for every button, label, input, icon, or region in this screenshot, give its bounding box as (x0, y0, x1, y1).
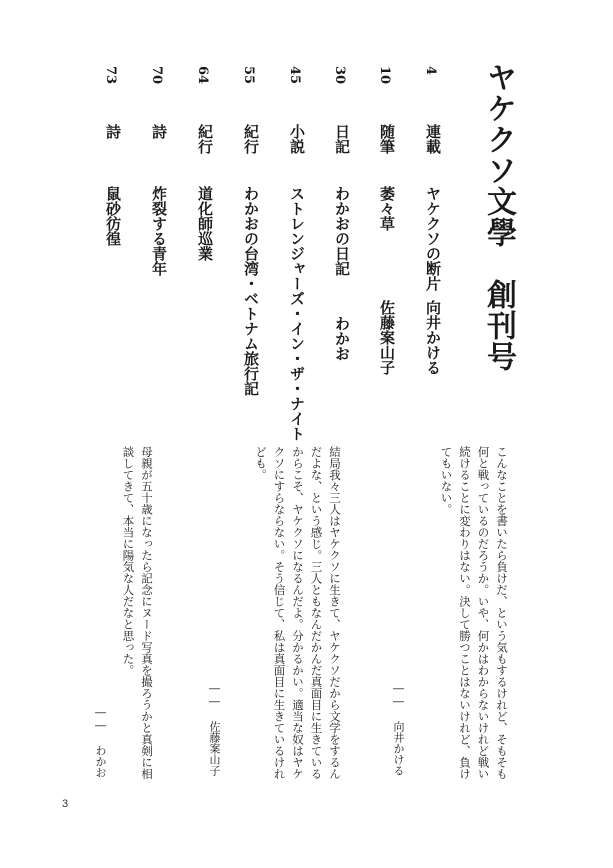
toc-page-number: 70 (149, 66, 164, 85)
toc-category: 日記 (333, 124, 351, 154)
toc-work-title: 鼠砂彷徨 (104, 186, 122, 246)
toc-work-title: ヤケクソの断片 (424, 186, 442, 291)
toc-category: 紀行 (242, 124, 260, 154)
magazine-title: ヤケクソ文學 創刊号 (481, 62, 516, 372)
toc-category: 随筆 (378, 124, 396, 154)
toc-category: 小説 (288, 124, 306, 154)
toc-author: わかお (333, 316, 351, 361)
quote-signature: ―― 向井かける (392, 682, 405, 776)
toc-work-title: ストレンジャーズ・イン・ザ・ナイト (288, 186, 306, 441)
toc-work-title: わかおの日記 (333, 186, 351, 276)
toc-author: 向井かける (424, 300, 442, 375)
quote-signature: ―― 佐藤案山子 (208, 682, 221, 776)
toc-work-title: 萎々草 (378, 186, 396, 231)
toc-page-number: 64 (195, 66, 210, 85)
toc-category: 詩 (150, 124, 168, 139)
page-number: 3 (62, 798, 69, 810)
quote-paragraph: 母親が五十歳になったら記念にヌード写真を撮ろうかと真剣に相談してきて、本当に陽気な人だなと思った。 (121, 446, 154, 780)
toc-author: 佐藤案山子 (378, 300, 396, 375)
toc-work-title: 道化師巡業 (196, 186, 214, 261)
toc-page-number: 10 (377, 66, 392, 85)
toc-category: 連載 (424, 124, 442, 154)
toc-work-title: わかおの台湾・ベトナム旅行記 (242, 186, 260, 396)
toc-category: 紀行 (196, 124, 214, 154)
toc-page-number: 45 (287, 66, 302, 85)
toc-category: 詩 (104, 124, 122, 139)
toc-page-number: 30 (332, 66, 347, 85)
quote-signature: ―― わかお (94, 706, 107, 778)
toc-page-number: 4 (423, 66, 438, 76)
quote-paragraph: こんなことを書いたら負けだ、という気もするけれど、そもそも何と戦っているのだろうか。いや、何かはわからないけれど戦い続けることに変わりはない。決して勝つことはないけれど、負けてもいない。 (439, 446, 509, 780)
toc-work-title: 炸裂する青年 (150, 186, 168, 276)
toc-page-number: 73 (103, 66, 118, 85)
toc-page-number: 55 (241, 66, 256, 85)
quote-paragraph: 結局我々三人はヤケクソに生きて、ヤケクソだから文学をするんだよな、という感じ。三人ともなんだかんだ真面目に生きているからこそ、ヤケクソになるんだよ。分かるかい。適当な奴はヤケクソにすらならない。そう信じて、私は真面目に生きているけれども。 (254, 446, 342, 780)
